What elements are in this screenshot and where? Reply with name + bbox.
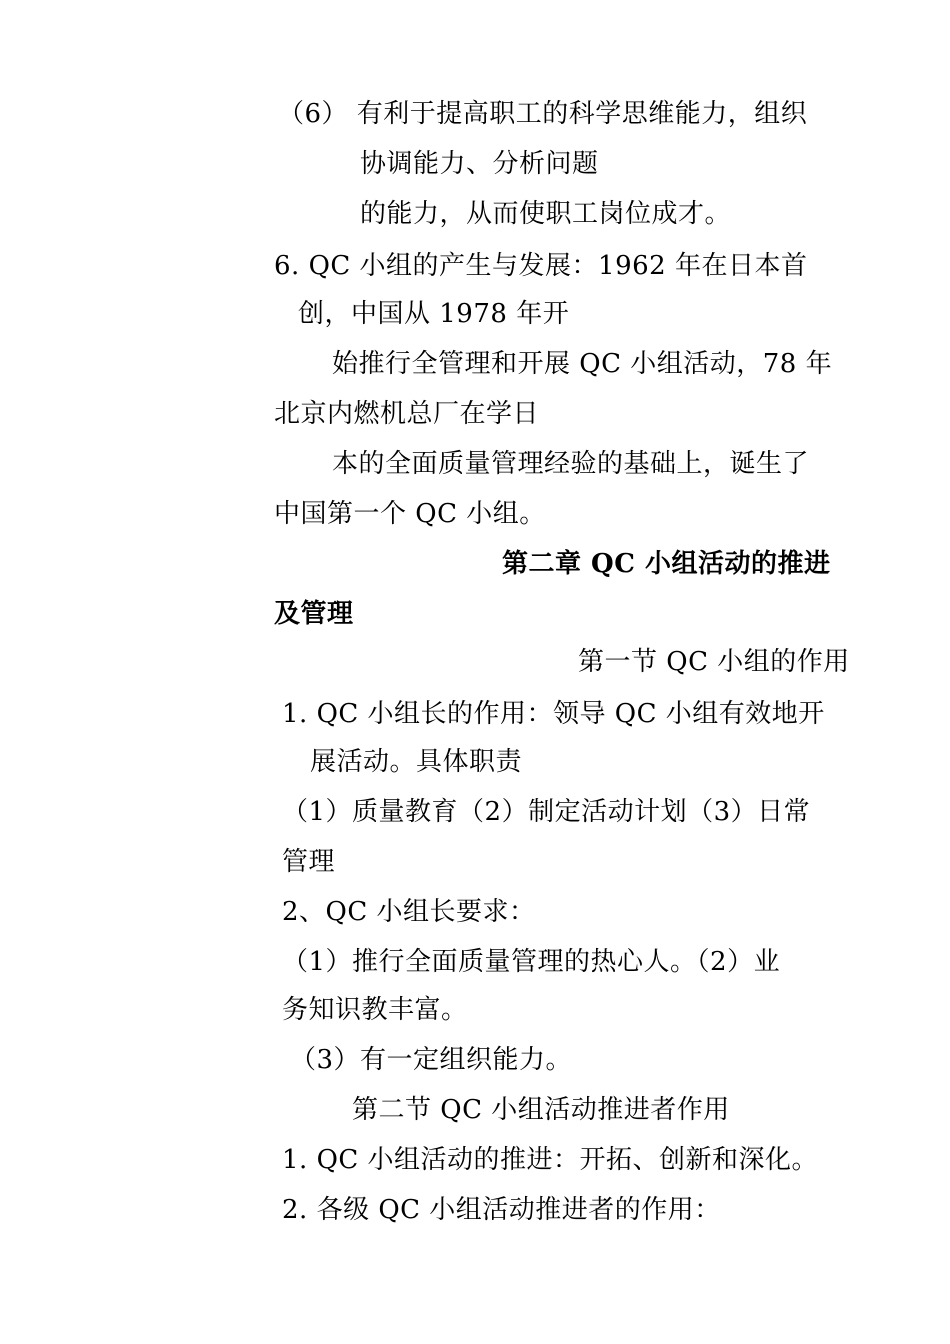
text-line: （1）推行全面质量管理的热心人。（2）业 (282, 947, 781, 977)
section-heading: 第二节 QC 小组活动推进者作用 (352, 1095, 730, 1125)
text-line: 中国第一个 QC 小组。 (274, 499, 546, 529)
text-line: 1. QC 小组活动的推进：开拓、创新和深化。 (282, 1145, 819, 1175)
text-line: 1. QC 小组长的作用：领导 QC 小组有效地开 (282, 699, 825, 729)
text-line: 务知识教丰富。 (282, 995, 468, 1025)
text-line: 2. 各级 QC 小组活动推进者的作用： (282, 1195, 721, 1225)
text-line: （3）有一定组织能力。 (290, 1045, 573, 1075)
text-line: 本的全面质量管理经验的基础上，诞生了 (332, 449, 810, 479)
text-line: 2、QC 小组长要求： (282, 897, 536, 927)
text-line: 管理 (282, 847, 336, 877)
text-line: （1）质量教育（2）制定活动计划（3）日常 (282, 797, 811, 827)
text-line: 6. QC 小组的产生与发展：1962 年在日本首 (274, 251, 808, 281)
section-heading: 第一节 QC 小组的作用 (578, 647, 850, 677)
chapter-title: 第二章 QC 小组活动的推进 (502, 549, 831, 579)
chapter-title-continued: 及管理 (274, 599, 354, 629)
text-line: 北京内燃机总厂在学日 (274, 399, 540, 429)
text-line: 创，中国从 1978 年开 (298, 299, 570, 329)
text-line: 始推行全管理和开展 QC 小组活动，78 年 (332, 349, 833, 379)
text-line: （6） 有利于提高职工的科学思维能力，组织 (278, 99, 808, 129)
text-line: 展活动。具体职责 (310, 747, 523, 777)
text-line: 的能力，从而使职工岗位成才。 (360, 199, 732, 229)
text-line: 协调能力、分析问题 (360, 149, 599, 179)
